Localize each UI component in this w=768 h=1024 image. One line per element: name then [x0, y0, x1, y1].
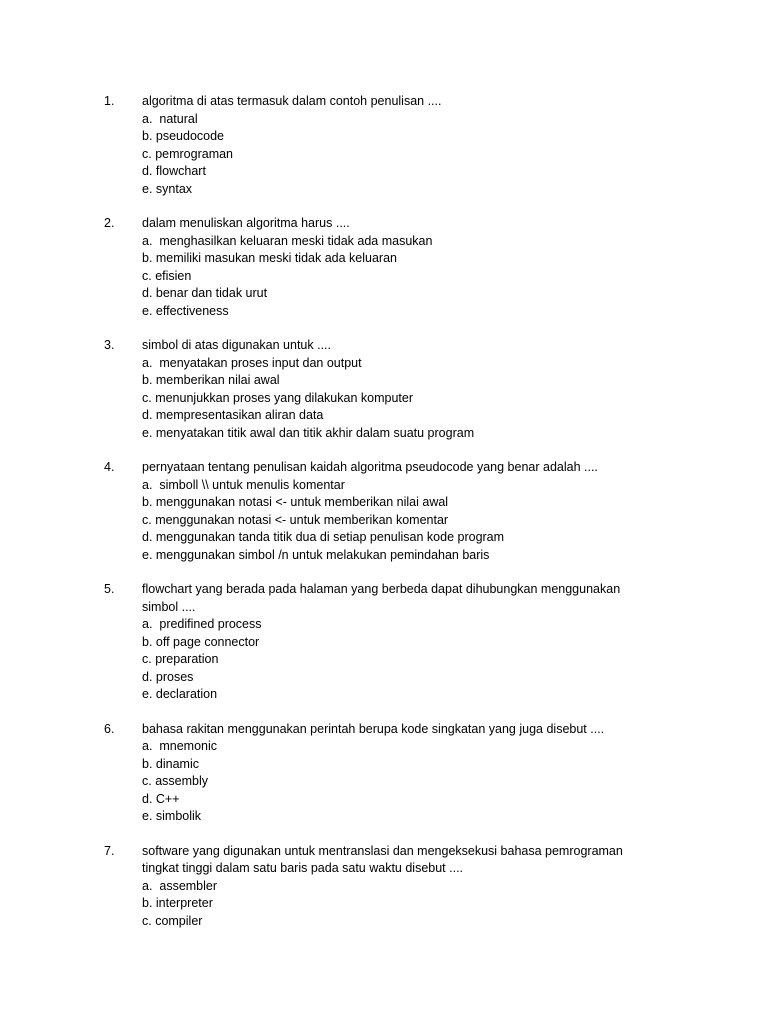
option-c: c. menunjukkan proses yang dilakukan komputer: [142, 390, 413, 405]
option-a: a. mnemonic: [142, 739, 218, 753]
question-text: pernyataan tentang penulisan kaidah algoritma pseudocode yang benar adalah ....: [142, 460, 598, 474]
option-d: d. flowchart: [142, 164, 206, 178]
option-b: b. interpreter: [142, 896, 213, 910]
option-a: a. menyatakan proses input dan output: [142, 355, 362, 370]
option-a: a. simboll \\ untuk menulis komentar: [142, 477, 345, 492]
question-3: [0, 337, 768, 442]
option-c: c. menggunakan notasi <- untuk memberikan komentar: [142, 512, 449, 527]
question-body: [142, 721, 642, 826]
option-a: a. assembler: [142, 878, 218, 893]
option-d: d. menggunakan tanda titik dua di setiap penulisan kode program: [142, 530, 505, 544]
question-number: 5.: [104, 582, 115, 596]
option-e: e. menyatakan titik awal dan titik akhir dalam suatu program: [142, 425, 475, 440]
question-6: [0, 721, 768, 826]
question-body: [142, 215, 642, 320]
option-b: b. dinamic: [142, 756, 199, 771]
question-number: 3.: [104, 338, 115, 352]
question-1: [0, 93, 768, 198]
option-b: b. memiliki masukan meski tidak ada keluaran: [142, 251, 397, 265]
option-d: d. mempresentasikan aliran data: [142, 408, 324, 422]
question-text: bahasa rakitan menggunakan perintah berupa kode singkatan yang juga disebut ....: [142, 721, 605, 736]
question-body: [142, 93, 642, 198]
option-b: b. pseudocode: [142, 129, 225, 143]
option-e: e. menggunakan simbol /n untuk melakukan pemindahan baris: [142, 547, 490, 562]
option-e: e. declaration: [142, 687, 218, 701]
option-c: c. compiler: [142, 913, 203, 928]
option-d: d. C++: [142, 791, 180, 806]
question-number: 4.: [104, 460, 115, 474]
question-body: [142, 581, 642, 704]
option-e: e. effectiveness: [142, 303, 229, 318]
question-body: [142, 337, 642, 442]
option-d: d. proses: [142, 669, 194, 684]
question-number: 7.: [104, 843, 115, 858]
question-body: [142, 843, 642, 931]
question-5: [0, 581, 768, 704]
question-7: [0, 843, 768, 931]
option-a: a. natural: [142, 111, 198, 126]
option-b: b. memberikan nilai awal: [142, 373, 280, 387]
option-d: d. benar dan tidak urut: [142, 286, 268, 300]
question-text: flowchart yang berada pada halaman yang berbeda dapat dihubungkan menggunakan simbol ....: [142, 582, 624, 614]
option-a: a. menghasilkan keluaran meski tidak ada masukan: [142, 233, 433, 248]
question-2: [0, 215, 768, 320]
option-c: c. preparation: [142, 652, 219, 666]
question-text: simbol di atas digunakan untuk ....: [142, 338, 332, 352]
option-e: e. simbolik: [142, 809, 202, 823]
question-number: 6.: [104, 721, 115, 736]
question-number: 1.: [104, 94, 115, 108]
option-c: c. efisien: [142, 268, 192, 283]
option-b: b. menggunakan notasi <- untuk memberikan nilai awal: [142, 495, 449, 509]
question-body: [142, 459, 642, 564]
option-c: c. pemrograman: [142, 146, 234, 161]
question-text: software yang digunakan untuk mentranslasi dan mengeksekusi bahasa pemrograman tingkat tinggi dalam satu baris pada satu waktu disebut ....: [142, 843, 627, 875]
option-a: a. predifined process: [142, 617, 262, 631]
option-c: c. assembly: [142, 774, 208, 788]
option-e: e. syntax: [142, 181, 193, 196]
question-text: dalam menuliskan algoritma harus ....: [142, 216, 350, 230]
question-4: [0, 459, 768, 564]
question-text: algoritma di atas termasuk dalam contoh penulisan ....: [142, 94, 442, 108]
question-number: 2.: [104, 216, 115, 230]
option-b: b. off page connector: [142, 634, 260, 649]
